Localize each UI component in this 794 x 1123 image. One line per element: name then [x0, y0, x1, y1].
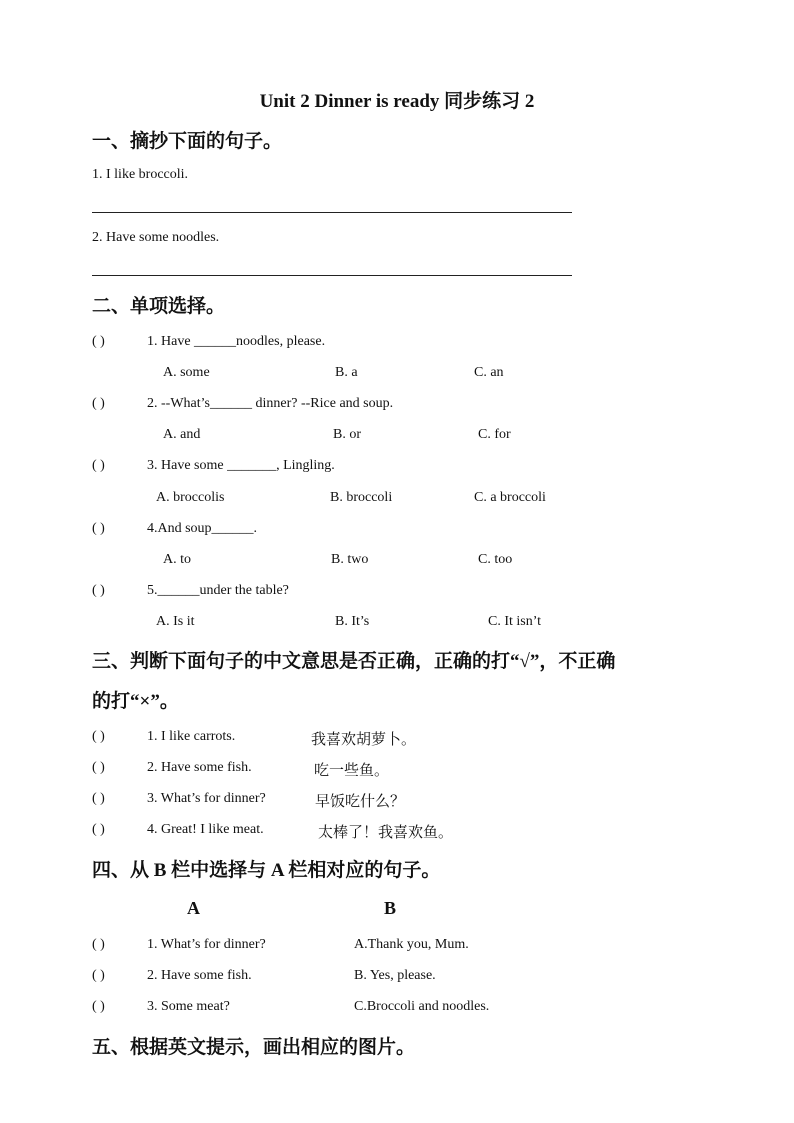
section-4-heading: 四、从 B 栏中选择与 A 栏相对应的句子。 [92, 860, 441, 881]
option-c: C. an [474, 365, 504, 380]
choice-question-4: 4.And soup______. [147, 521, 258, 536]
option-a: A. to [163, 552, 191, 567]
choice-question-1: 1. Have ______noodles, please. [147, 334, 326, 349]
section-1-heading: 一、摘抄下面的句子。 [92, 131, 283, 152]
answer-blank: ( ) [92, 334, 105, 349]
judge-sentence-4: 4. Great! I like meat. [147, 822, 264, 837]
option-c: C. It isn’t [488, 614, 542, 629]
choice-question-5: 5.______under the table? [147, 583, 289, 598]
answer-blank: ( ) [92, 822, 105, 837]
match-a-2: 2. Have some fish. [147, 968, 252, 983]
judge-sentence-1: 1. I like carrots. [147, 729, 236, 744]
section-3-heading-cont: 的打“×”。 [92, 691, 179, 712]
choice-question-3: 3. Have some _______, Lingling. [147, 458, 335, 473]
writing-line-1 [92, 212, 572, 213]
answer-blank: ( ) [92, 583, 105, 598]
option-b: B. It’s [335, 614, 370, 629]
option-c: C. too [478, 552, 513, 567]
section-3-heading: 三、判断下面句子的中文意思是否正确，正确的打“√”，不正确 [92, 651, 616, 672]
match-a-1: 1. What’s for dinner? [147, 937, 266, 952]
column-a-header: A [187, 898, 200, 918]
match-a-3: 3. Some meat? [147, 999, 230, 1014]
judge-translation-4: 太棒了！我喜欢鱼。 [318, 825, 454, 841]
writing-line-2 [92, 275, 572, 276]
option-b: B. broccoli [330, 490, 393, 505]
section-2-heading: 二、单项选择。 [92, 296, 226, 317]
answer-blank: ( ) [92, 760, 105, 775]
option-c: C. for [478, 427, 511, 442]
choice-question-2: 2. --What’s______ dinner? --Rice and soup. [147, 396, 394, 411]
option-b: B. a [335, 365, 358, 380]
match-b-1: A.Thank you, Mum. [354, 937, 469, 952]
copy-sentence-2: 2. Have some noodles. [92, 230, 220, 245]
answer-blank: ( ) [92, 396, 105, 411]
match-b-3: C.Broccoli and noodles. [354, 999, 490, 1014]
answer-blank: ( ) [92, 999, 105, 1014]
answer-blank: ( ) [92, 458, 105, 473]
judge-translation-1: 我喜欢胡萝卜。 [311, 732, 417, 748]
copy-sentence-1: 1. I like broccoli. [92, 167, 189, 182]
option-b: B. or [333, 427, 361, 442]
column-b-header: B [384, 898, 397, 918]
judge-translation-2: 吃一些鱼。 [314, 763, 390, 779]
option-b: B. two [331, 552, 369, 567]
answer-blank: ( ) [92, 937, 105, 952]
judge-sentence-3: 3. What’s for dinner? [147, 791, 266, 806]
option-c: C. a broccoli [474, 490, 546, 505]
page-title: Unit 2 Dinner is ready 同步练习 2 [259, 91, 535, 112]
answer-blank: ( ) [92, 729, 105, 744]
answer-blank: ( ) [92, 968, 105, 983]
answer-blank: ( ) [92, 521, 105, 536]
judge-sentence-2: 2. Have some fish. [147, 760, 252, 775]
judge-translation-3: 早饭吃什么？ [315, 794, 406, 810]
option-a: A. Is it [156, 614, 195, 629]
option-a: A. and [163, 427, 201, 442]
option-a: A. broccolis [156, 490, 225, 505]
option-a: A. some [163, 365, 210, 380]
match-b-2: B. Yes, please. [354, 968, 436, 983]
section-5-heading: 五、根据英文提示，画出相应的图片。 [92, 1037, 416, 1058]
answer-blank: ( ) [92, 791, 105, 806]
